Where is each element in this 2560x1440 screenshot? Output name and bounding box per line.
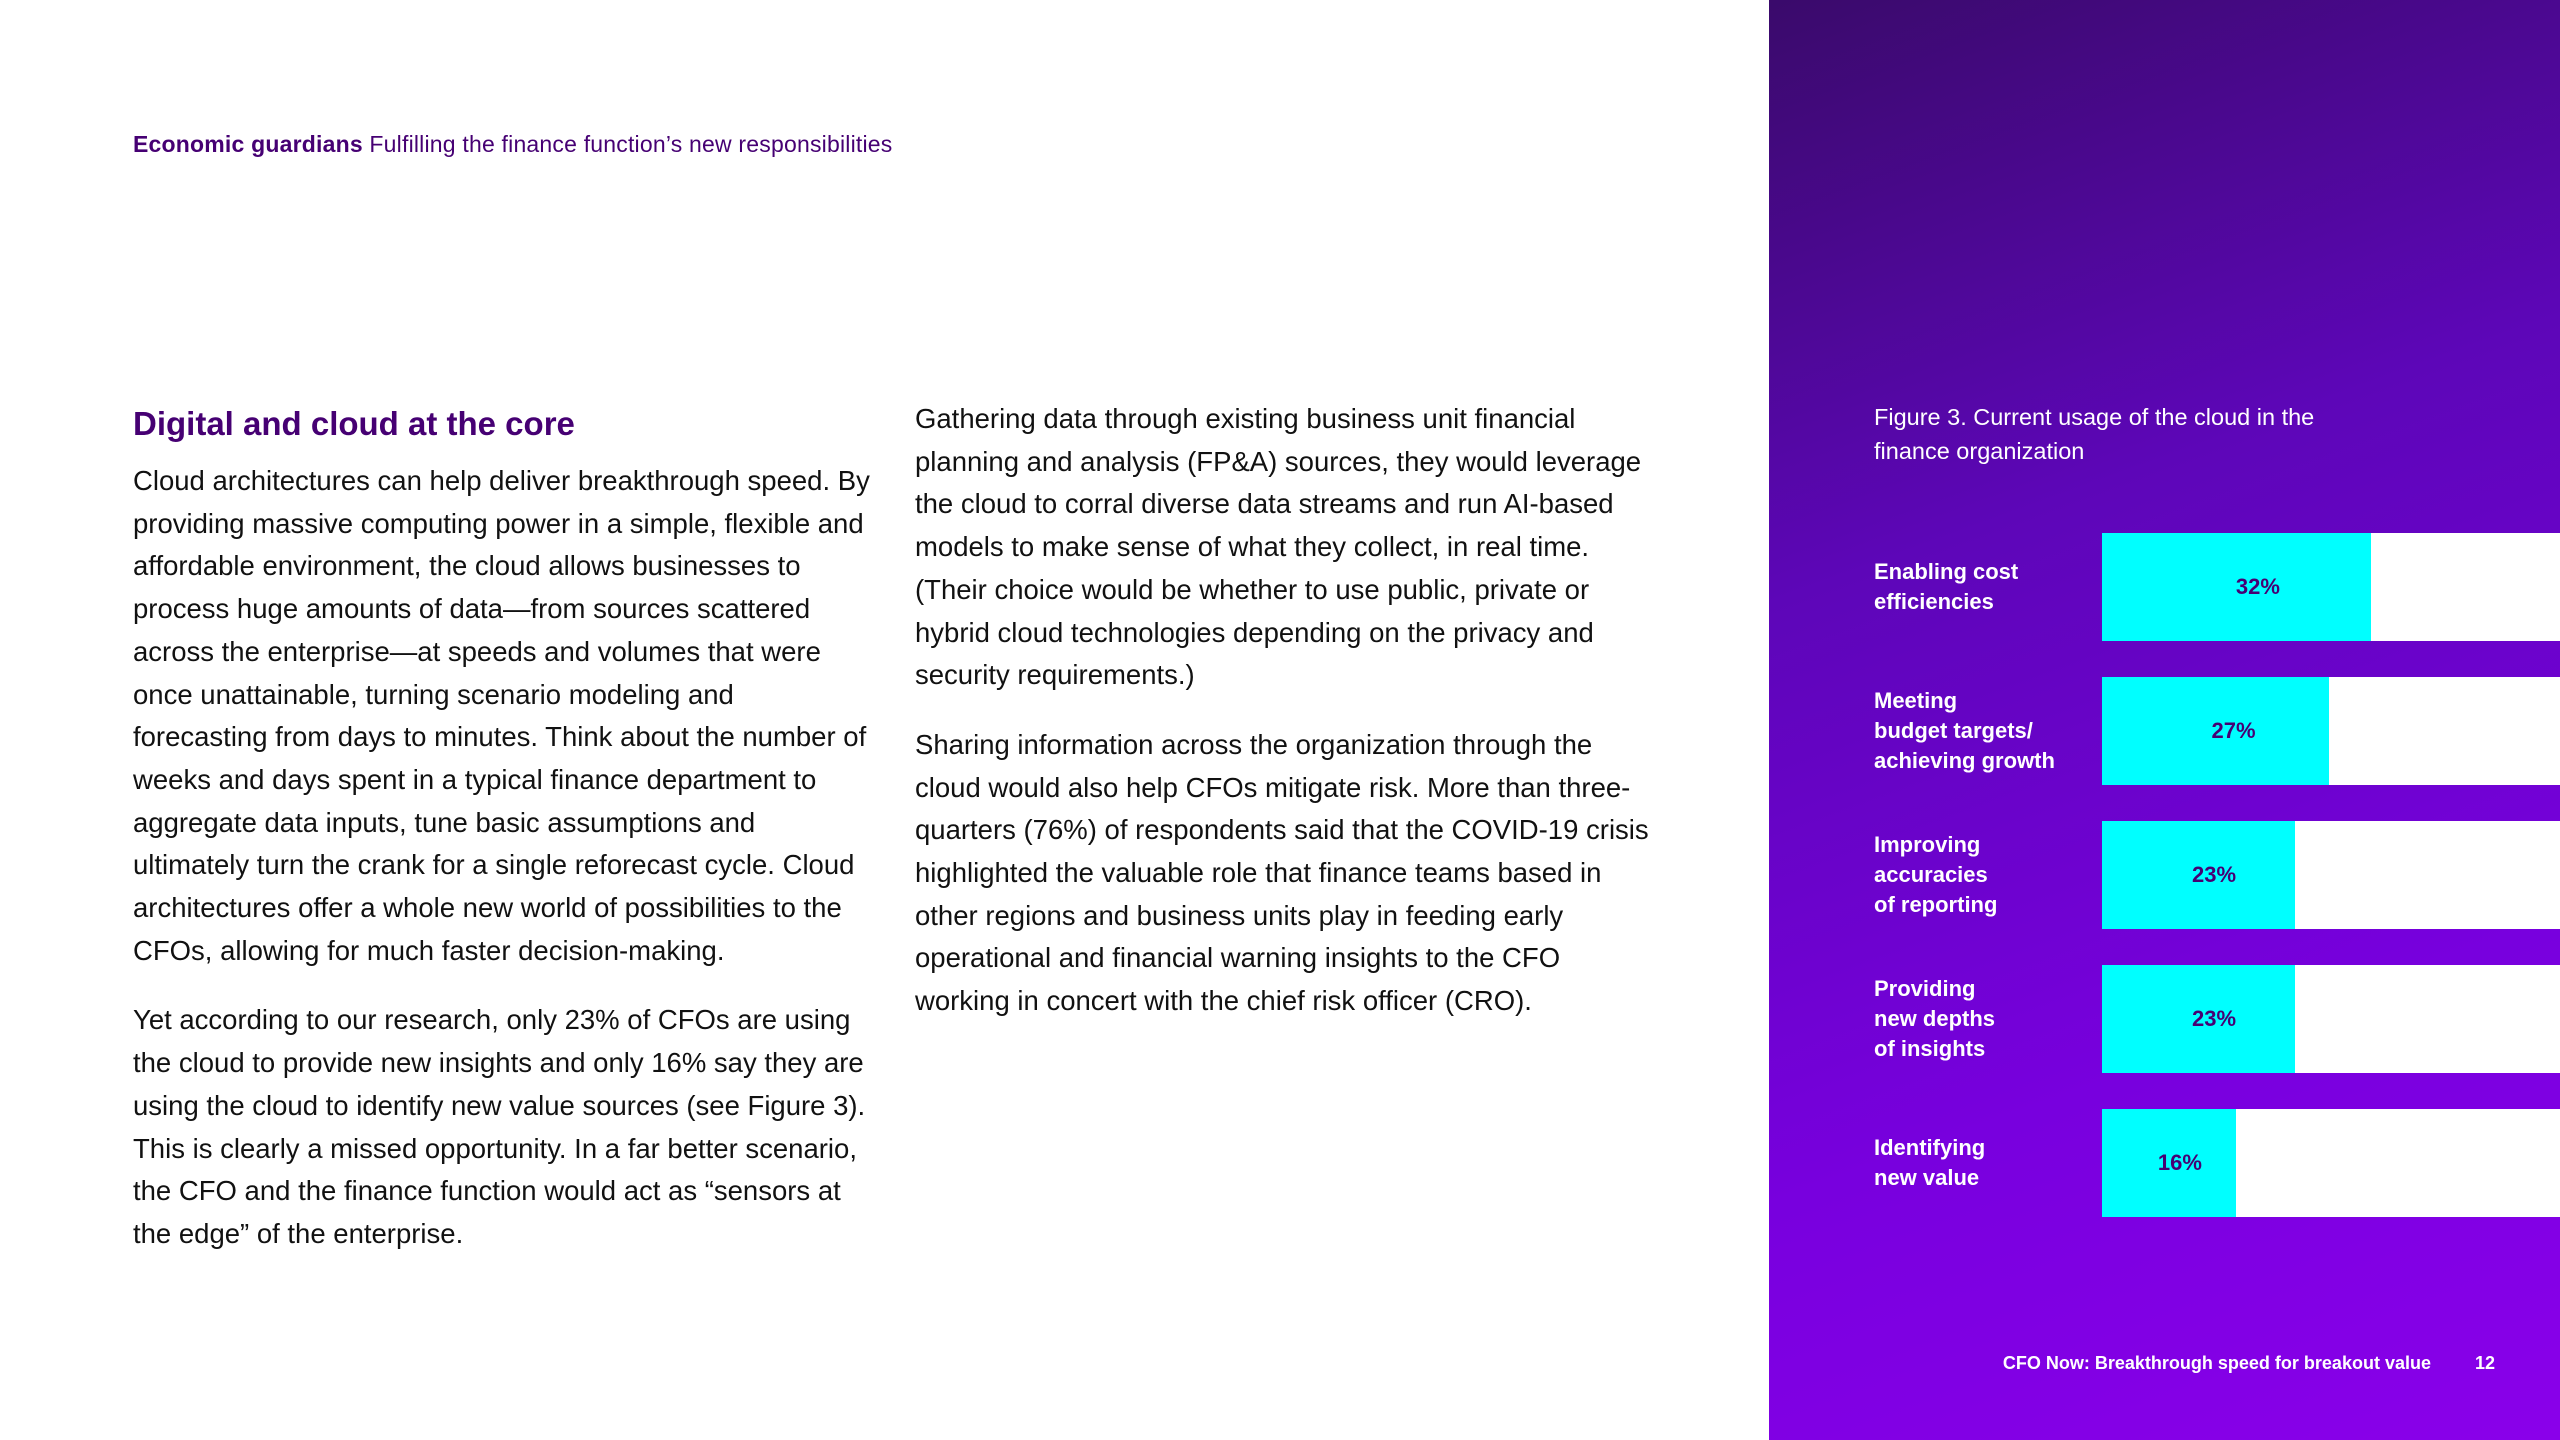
- bar-category-label: Enabling cost efficiencies: [1874, 559, 2019, 614]
- paragraph: Sharing information across the organization through the cloud would also help CFOs mitigate risk. More than three-quarters (76%) of respondents said that the COVID-19 crisis highlighted the valuable role that finance teams based in other regions and business units play in feeding early operational and financial warning insights to the CFO working in concert with the chief risk officer (CRO).: [915, 728, 1649, 1017]
- article-left-column: [133, 396, 873, 1283]
- bar-row: [1769, 533, 2560, 641]
- article-right-column: [915, 398, 1655, 1050]
- bar-row: [1769, 821, 2560, 929]
- footer-title: CFO Now: Breakthrough speed for breakout value: [2002, 1353, 2431, 1373]
- bar-row: [1769, 1109, 2560, 1217]
- bar-track: [2102, 821, 2560, 929]
- page-number: 12: [2474, 1353, 2495, 1373]
- bar-value-label: 27%: [2211, 718, 2256, 743]
- header-subtitle: Fulfilling the finance function’s new responsibilities: [369, 131, 893, 157]
- bar-category-label: Providing new depths of insights: [1874, 976, 1996, 1061]
- bar-track: [2102, 1109, 2560, 1217]
- bar-track: [2102, 965, 2560, 1073]
- page-header: [133, 131, 892, 158]
- paragraph: Yet according to our research, only 23% of CFOs are using the cloud to provide new insights and only 16% say they are using the cloud to identify new value sources (see Figure 3). This is clearly a missed opportunity. In a far better scenario, the CFO and the finance function would act as “sensors at the edge” of the enterprise.: [133, 1004, 866, 1249]
- bar-category-label: Meeting budget targets/ achieving growth: [1874, 688, 2055, 773]
- header-section: Economic guardians: [133, 131, 363, 157]
- bar-track: [2102, 677, 2560, 785]
- section-title: Digital and cloud at the core: [133, 405, 575, 442]
- bar-value-label: 23%: [2192, 1006, 2237, 1031]
- bar-value-label: 16%: [2157, 1150, 2202, 1175]
- figure-caption: Figure 3. Current usage of the cloud in the finance organization: [1874, 404, 2315, 464]
- paragraph: Cloud architectures can help deliver breakthrough speed. By providing massive computing power in a simple, flexible and affordable environment, the cloud allows businesses to process huge amounts of data—from sources scattered across the enterprise—at speeds and volumes that were once unattainable, turning scenario modeling and forecasting from days to minutes. Think about the number of weeks and days spent in a typical finance department to aggregate data inputs, tune basic assumptions and ultimately turn the crank for a single reforecast cycle. Cloud architectures offer a whole new world of possibilities to the CFOs, allowing for much faster decision-making.: [133, 465, 870, 966]
- bar-value-label: 32%: [2235, 574, 2280, 599]
- bar-category-label: Improving accuracies of reporting: [1874, 832, 1998, 917]
- figure-panel: [1769, 0, 2560, 1440]
- bar-track: [2102, 533, 2560, 641]
- paragraph: Gathering data through existing business unit financial planning and analysis (FP&A) sources, they would leverage the cloud to corral diverse data streams and run AI-based models to make sense of what they collect, in real time. (Their choice would be whether to use public, private or hybrid cloud technologies depending on the privacy and security requirements.): [915, 403, 1642, 691]
- bar-category-label: Identifying new value: [1874, 1135, 1986, 1190]
- bar-row: [1769, 677, 2560, 785]
- footer: [2003, 1353, 2495, 1374]
- bar-row: [1769, 965, 2560, 1073]
- bar-value-label: 23%: [2192, 862, 2237, 887]
